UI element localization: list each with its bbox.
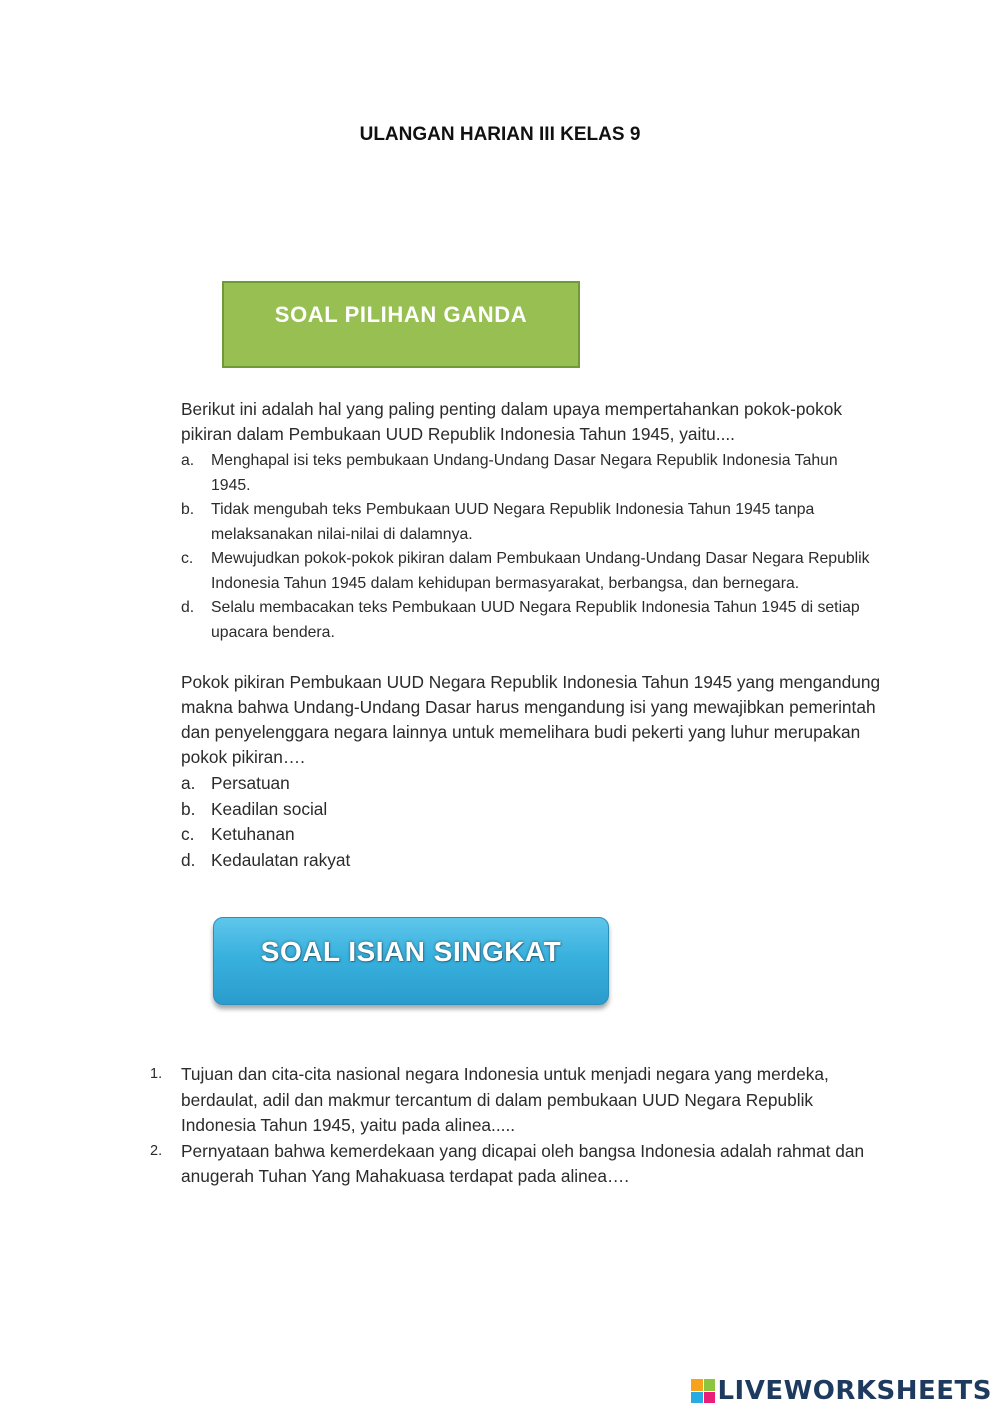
option-b: b. Tidak mengubah teks Pembukaan UUD Negara Republik Indonesia Tahun 1945 tanpa melaksanakan nilai-nilai di dalamnya. <box>181 501 815 543</box>
logo-square <box>691 1392 703 1404</box>
option-d: d. Kedaulatan rakyat <box>181 849 351 870</box>
option-a: a. Persatuan <box>181 773 290 793</box>
section-banner-label: SOAL PILIHAN GANDA <box>274 301 528 327</box>
logo-square <box>691 1379 703 1391</box>
option-d: d. Selalu membacakan teks Pembukaan UUD Negara Republik Indonesia Tahun 1945 di setiap upacara bendera. <box>181 599 860 641</box>
short-question-2: 2. Pernyataan bahwa kemerdekaan yang dicapai oleh bangsa Indonesia adalah rahmat dan anugerah Tuhan Yang Mahakuasa terdapat pada alinea…. <box>150 1140 865 1186</box>
option-a: a. Menghapal isi teks pembukaan Undang-Undang Dasar Negara Republik Indonesia Tahun 1945. <box>181 452 838 494</box>
liveworksheets-wordmark: LIVEWORKSHEETS <box>717 1376 992 1406</box>
logo-square <box>704 1379 716 1391</box>
option-c: c. Ketuhanan <box>181 824 295 844</box>
section-banner-label: SOAL ISIAN SINGKAT <box>260 936 562 967</box>
option-b: b. Keadilan social <box>181 798 328 819</box>
question-2-options <box>181 771 881 873</box>
section-banner-short-answer <box>213 917 609 1005</box>
page-title: ULANGAN HARIAN III KELAS 9 <box>359 124 641 145</box>
question-1-options <box>181 449 881 645</box>
liveworksheets-logo <box>691 1375 992 1407</box>
logo-square <box>704 1392 716 1404</box>
question-1-text: Berikut ini adalah hal yang paling penting dalam upaya mempertahankan pokok-pokok pikiran dalam Pembukaan UUD Republik Indonesia Tahun 1945, yaitu.... <box>181 399 842 444</box>
short-question-1: 1. Tujuan dan cita-cita nasional negara Indonesia untuk menjadi negara yang merdeka, berdaulat, adil dan makmur tercantum di dalam pembukaan UUD Negara Republik Indonesia Tahun 1945, yaitu pada alinea..... <box>150 1064 829 1135</box>
option-c: c. Mewujudkan pokok-pokok pikiran dalam Pembukaan Undang-Undang Dasar Negara Republik Indonesia Tahun 1945 dalam kehidupan bermasyarakat, berbangsa, dan bernegara. <box>181 550 870 592</box>
section-banner-multiple-choice <box>222 281 580 368</box>
short-answer-list <box>150 1062 890 1190</box>
liveworksheets-mark-icon <box>691 1379 715 1403</box>
question-2-text: Pokok pikiran Pembukaan UUD Negara Republik Indonesia Tahun 1945 yang mengandung makna bahwa Undang-Undang Dasar harus mengandung isi yang mewajibkan pemerintah dan penyelenggara negara lainnya untuk memelihara budi pekerti yang luhur merupakan pokok pikiran…. <box>181 672 881 767</box>
